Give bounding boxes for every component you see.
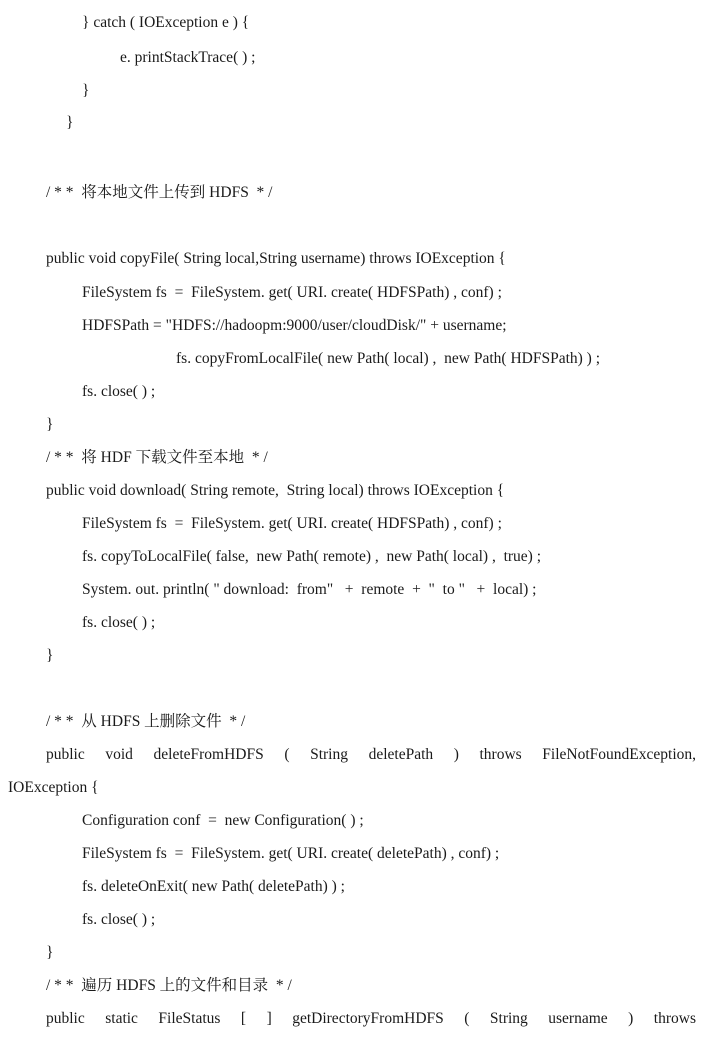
- code-line: fs. copyToLocalFile( false, new Path( remote) , new Path( local) , true) ;: [82, 548, 542, 565]
- comment-line: / * * 将 HDF 下载文件至本地 * /: [46, 449, 268, 466]
- code-line: } catch ( IOException e ) {: [82, 14, 250, 31]
- comment-line: / * * 从 HDFS 上删除文件 * /: [46, 713, 246, 730]
- code-line: e. printStackTrace( ) ;: [120, 49, 256, 66]
- code-line: }: [46, 944, 54, 961]
- code-line: }: [46, 416, 54, 433]
- code-line: fs. close( ) ;: [82, 383, 156, 400]
- code-line: }: [46, 647, 54, 664]
- code-line: fs. close( ) ;: [82, 614, 156, 631]
- code-line: FileSystem fs = FileSystem. get( URI. create( HDFSPath) , conf) ;: [82, 515, 502, 532]
- code-line: System. out. println( " download: from" + remote + " to " + local) ;: [82, 581, 537, 598]
- code-line: FileSystem fs = FileSystem. get( URI. create( deletePath) , conf) ;: [82, 845, 500, 862]
- code-line: public void copyFile( String local,String username) throws IOException {: [46, 250, 506, 267]
- code-line: fs. copyFromLocalFile( new Path( local) , new Path( HDFSPath) ) ;: [176, 350, 601, 367]
- code-line: HDFSPath = "HDFS://hadoopm:9000/user/cloudDisk/" + username;: [82, 317, 507, 334]
- code-line: public void deleteFromHDFS ( String deletePath ) throws FileNotFoundException,: [46, 746, 696, 763]
- code-line: fs. close( ) ;: [82, 911, 156, 928]
- code-line: IOException {: [8, 779, 99, 796]
- comment-line: / * * 将本地文件上传到 HDFS * /: [46, 184, 273, 201]
- code-line: public static FileStatus [ ] getDirectoryFromHDFS ( String username ) throws: [46, 1010, 696, 1027]
- code-line: }: [82, 82, 90, 99]
- code-line: FileSystem fs = FileSystem. get( URI. create( HDFSPath) , conf) ;: [82, 284, 502, 301]
- code-line: Configuration conf = new Configuration( ) ;: [82, 812, 364, 829]
- comment-line: / * * 遍历 HDFS 上的文件和目录 * /: [46, 977, 292, 994]
- code-line: fs. deleteOnExit( new Path( deletePath) ) ;: [82, 878, 345, 895]
- code-line: public void download( String remote, String local) throws IOException {: [46, 482, 505, 499]
- code-line: }: [66, 114, 74, 131]
